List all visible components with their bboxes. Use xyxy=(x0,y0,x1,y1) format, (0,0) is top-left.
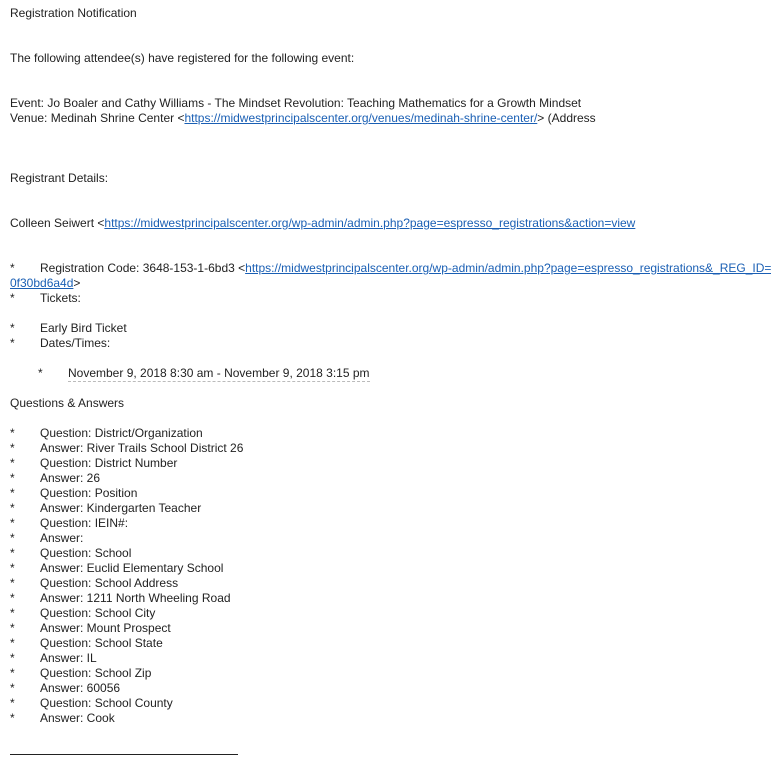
bullet: * xyxy=(10,291,15,305)
qa-item: Question: School State xyxy=(40,636,163,650)
qa-item: Question: School City xyxy=(40,606,156,620)
bullet: * xyxy=(10,651,15,665)
qa-item: Answer: Mount Prospect xyxy=(40,621,171,635)
registrant-name: Colleen Seiwert < xyxy=(10,216,105,230)
qa-item: Question: School xyxy=(40,546,132,560)
registration-code-link[interactable]: https://midwestprincipalscenter.org/wp-admin/admin.php?page=espresso_registrations&_REG_ID= xyxy=(245,261,771,275)
qa-item: Question: District Number xyxy=(40,456,178,470)
bullet: * xyxy=(10,681,15,695)
bullet: * xyxy=(10,456,15,470)
bullet: * xyxy=(10,621,15,635)
bullet: * xyxy=(10,516,15,530)
qa-item: Answer: 1211 North Wheeling Road xyxy=(40,591,231,605)
bullet: * xyxy=(10,576,15,590)
intro-text: The following attendee(s) have registered for the following event: xyxy=(10,51,355,65)
email-subject: Registration Notification xyxy=(10,6,137,20)
qa-item: Answer: 60056 xyxy=(40,681,121,695)
bullet: * xyxy=(10,636,15,650)
bullet: * xyxy=(10,321,15,335)
bullet: * xyxy=(10,666,15,680)
event-line: Event: Jo Boaler and Cathy Williams - The Mindset Revolution: Teaching Mathematics for a Growth Mindset xyxy=(10,96,582,110)
bullet: * xyxy=(10,606,15,620)
registrant-heading: Registrant Details: xyxy=(10,171,109,185)
bullet: * xyxy=(10,531,15,545)
qa-item: Question: School County xyxy=(40,696,173,710)
bullet: * xyxy=(10,336,15,350)
registration-code-suffix: > xyxy=(73,276,81,290)
bullet: * xyxy=(10,486,15,500)
registration-code-link-cont[interactable]: 0f30bd6a4d xyxy=(10,276,74,290)
venue-suffix: > (Address xyxy=(537,111,596,125)
bullet: * xyxy=(10,471,15,485)
bullet: * xyxy=(10,501,15,515)
qa-item: Question: School Zip xyxy=(40,666,152,680)
bullet: * xyxy=(10,711,15,725)
bullet: * xyxy=(10,441,15,455)
bullet: * xyxy=(10,561,15,575)
bullet: * xyxy=(38,366,43,380)
bullet: * xyxy=(10,591,15,605)
tickets-label: Tickets: xyxy=(40,291,81,305)
bullet: * xyxy=(10,696,15,710)
qa-item: Question: School Address xyxy=(40,576,179,590)
registration-code-line xyxy=(40,261,771,276)
qa-item: Answer: Cook xyxy=(40,711,115,725)
ticket-name: Early Bird Ticket xyxy=(40,321,127,335)
qa-item: Question: IEIN#: xyxy=(40,516,129,530)
bullet: * xyxy=(10,261,15,275)
qa-item: Answer: River Trails School District 26 xyxy=(40,441,244,455)
dates-label: Dates/Times: xyxy=(40,336,111,350)
qa-item: Answer: 26 xyxy=(40,471,101,485)
qa-item: Answer: xyxy=(40,531,84,545)
qa-item: Answer: Euclid Elementary School xyxy=(40,561,224,575)
registrant-line xyxy=(10,216,635,231)
venue-line xyxy=(10,111,596,126)
bullet: * xyxy=(10,546,15,560)
event-datetime: November 9, 2018 8:30 am - November 9, 2018 3:15 pm xyxy=(68,366,370,380)
qa-heading: Questions & Answers xyxy=(10,396,125,410)
qa-item: Question: District/Organization xyxy=(40,426,203,440)
registration-code: Registration Code: 3648-153-1-6bd3 < xyxy=(40,261,246,275)
qa-item: Answer: IL xyxy=(40,651,97,665)
signature-divider xyxy=(10,754,238,755)
registrant-link[interactable]: https://midwestprincipalscenter.org/wp-admin/admin.php?page=espresso_registrations&action=view xyxy=(104,216,636,230)
registration-code-cont xyxy=(10,276,80,291)
venue-prefix: Venue: Medinah Shrine Center < xyxy=(10,111,185,125)
qa-item: Answer: Kindergarten Teacher xyxy=(40,501,202,515)
venue-link[interactable]: https://midwestprincipalscenter.org/venues/medinah-shrine-center/ xyxy=(184,111,538,125)
qa-item: Question: Position xyxy=(40,486,138,500)
bullet: * xyxy=(10,426,15,440)
